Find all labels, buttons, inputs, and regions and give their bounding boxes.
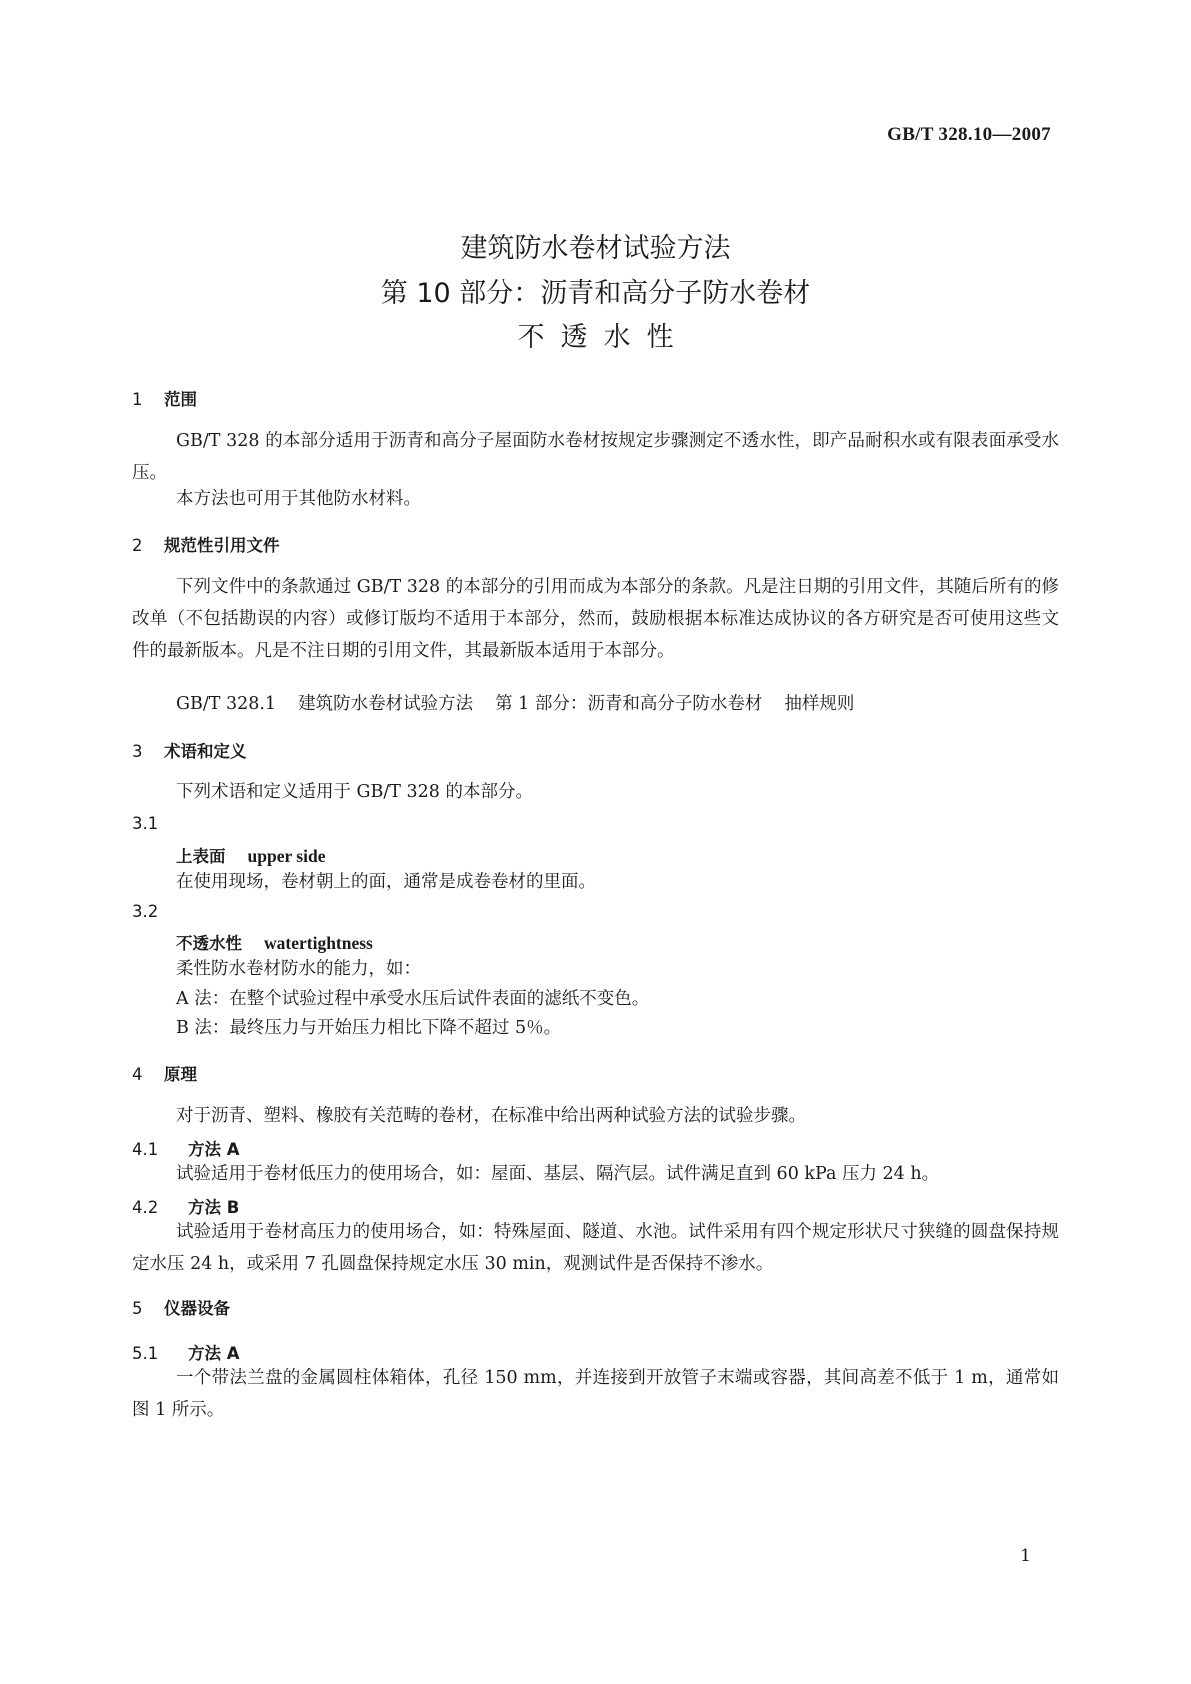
method-b-criterion: B 法：最终压力与开始压力相比下降不超过 5％。: [176, 1018, 562, 1038]
section-title: 原理: [164, 1065, 197, 1084]
section-1-paragraph-1: GB/T 328 的本部分适用于沥青和高分子屋面防水卷材按规定步骤测定不透水性，即产品耐积水或有限表面承受水压。: [132, 431, 1059, 483]
section-number: 5: [132, 1299, 143, 1318]
page-number: 1: [1020, 1546, 1031, 1566]
section-3-paragraph-1: 下列术语和定义适用于 GB/T 328 的本部分。: [176, 782, 533, 802]
clause-number: 4.2: [132, 1198, 159, 1217]
section-number: 3: [132, 742, 143, 761]
clause-3-1-number: 3.1: [132, 814, 159, 833]
term-watertightness: [176, 930, 373, 954]
section-number: 1: [132, 390, 143, 409]
clause-title: 方法 A: [188, 1344, 240, 1363]
term-upper-side: [176, 843, 325, 867]
section-2-heading: [132, 532, 280, 556]
section-number: 4: [132, 1065, 143, 1084]
clause-number: 4.1: [132, 1140, 159, 1159]
section-5-heading: [132, 1295, 230, 1319]
clause-4-1-text: 试验适用于卷材低压力的使用场合，如：屋面、基层、隔汽层。试件满足直到 60 kPa 压力 24 h。: [176, 1164, 940, 1184]
clause-4-2-heading: [132, 1194, 239, 1218]
clause-5-1-heading: [132, 1340, 240, 1364]
document-number: GB/T 328.10—2007: [887, 124, 1051, 145]
section-3-heading: [132, 738, 247, 762]
method-a-criterion: A 法：在整个试验过程中承受水压后试件表面的滤纸不变色。: [176, 989, 650, 1009]
clause-number: 5.1: [132, 1344, 159, 1363]
section-1-heading: [132, 386, 197, 410]
clause-3-2-number: 3.2: [132, 902, 159, 921]
section-4-paragraph-1: 对于沥青、塑料、橡胶有关范畴的卷材，在标准中给出两种试验方法的试验步骤。: [176, 1106, 806, 1126]
clause-5-1-text: 一个带法兰盘的金属圆柱体箱体，孔径 150 mm，并连接到开放管子末端或容器，其间高差不低于 1 m，通常如图 1 所示。: [132, 1368, 1059, 1420]
reference-code: GB/T 328.1: [176, 694, 277, 714]
reference-subject: 抽样规则: [784, 694, 855, 714]
term-english: upper side: [247, 846, 326, 866]
term-english: watertightness: [264, 933, 373, 953]
section-title: 范围: [164, 390, 197, 409]
title-line-1: 建筑防水卷材试验方法: [460, 233, 731, 264]
section-1-paragraph-2: 本方法也可用于其他防水材料。: [176, 489, 421, 509]
clause-title: 方法 A: [188, 1140, 240, 1159]
section-title: 术语和定义: [164, 742, 247, 761]
section-title: 规范性引用文件: [164, 536, 280, 555]
reference-title: 建筑防水卷材试验方法: [298, 694, 474, 714]
normative-reference: [176, 688, 854, 720]
clause-4-1-heading: [132, 1136, 240, 1160]
reference-part: 第 1 部分：沥青和高分子防水卷材: [495, 694, 763, 714]
term-upper-side-definition: 在使用现场，卷材朝上的面，通常是成卷卷材的里面。: [176, 872, 596, 892]
section-4-heading: [132, 1061, 197, 1085]
section-2-paragraph-1: 下列文件中的条款通过 GB/T 328 的本部分的引用而成为本部分的条款。凡是注日期的引用文件，其随后所有的修改单（不包括勘误的内容）或修订版均不适用于本部分，然而，鼓励根据本标准达成协议的各方研究是否可使用这些文件的最新版本。凡是不注日期的引用文件，其最新版本适用于本部分。: [132, 577, 1059, 661]
title-line-2: 第 10 部分：沥青和高分子防水卷材: [380, 278, 811, 309]
term-chinese: 不透水性: [176, 934, 242, 953]
section-title: 仪器设备: [164, 1299, 230, 1318]
term-watertightness-definition: 柔性防水卷材防水的能力，如：: [176, 959, 421, 979]
title-line-3: 不透水性: [517, 322, 690, 353]
clause-4-2-text: 试验适用于卷材高压力的使用场合，如：特殊屋面、隧道、水池。试件采用有四个规定形状尺寸狭缝的圆盘保持规定水压 24 h，或采用 7 孔圆盘保持规定水压 30 min，观测试件是否保持不渗水。: [132, 1222, 1059, 1274]
section-number: 2: [132, 536, 143, 555]
clause-title: 方法 B: [188, 1198, 240, 1217]
term-chinese: 上表面: [176, 847, 226, 866]
